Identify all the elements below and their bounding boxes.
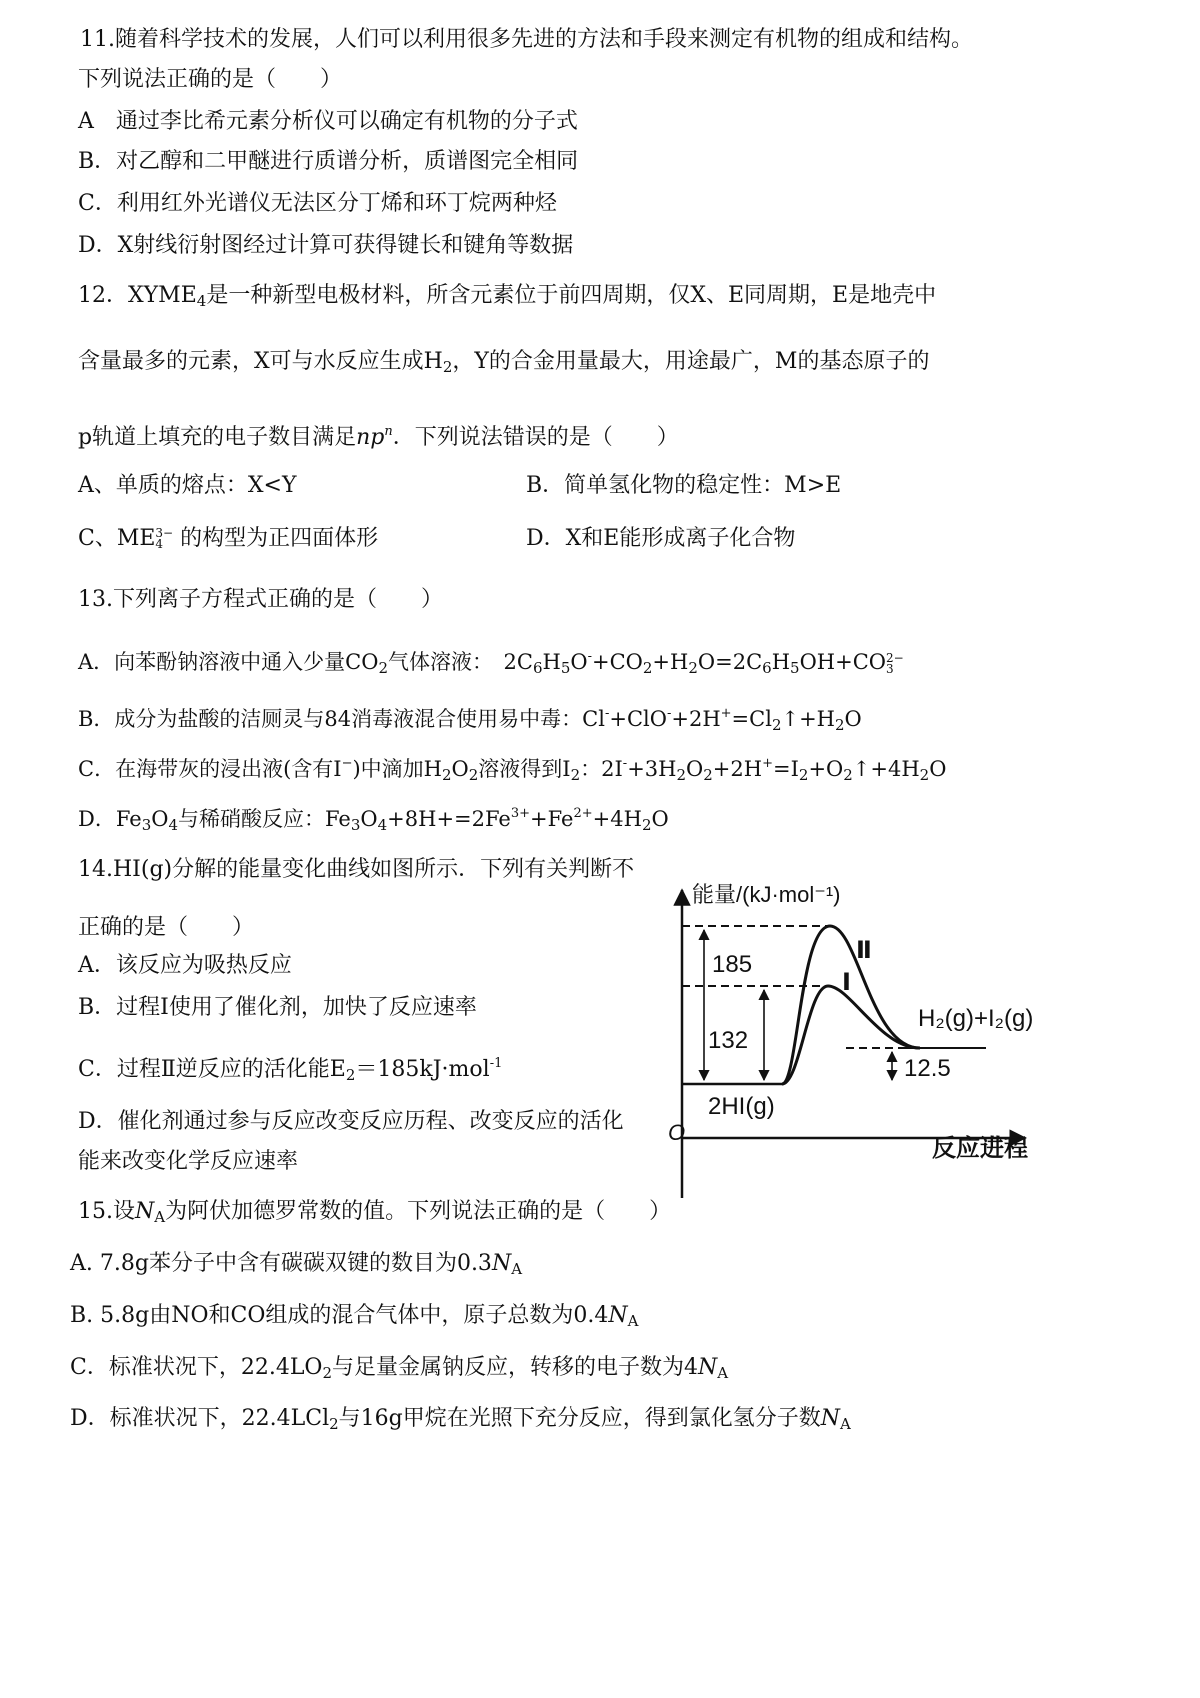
q13-b-t1: B．成分为盐酸的洁厕灵与84消毒液混合使用易中毒：Cl: [78, 707, 605, 731]
q13-d-t2: 3: [141, 816, 152, 834]
q14-c-t3: ＝185kJ·mol: [355, 1057, 490, 1082]
q15-stem: [78, 1198, 671, 1231]
q13-a-script: [885, 650, 904, 676]
q12-h2-sub: 2: [442, 358, 453, 376]
q13-d-t11: +Fe: [530, 807, 574, 831]
q15-stem-t1: 15.设: [78, 1199, 135, 1224]
q15-option-d: [70, 1405, 851, 1438]
q13-c-t2: −: [341, 756, 353, 771]
q12-option-c: [78, 525, 378, 553]
q12-option-c-text: 的构型为正四面体形: [180, 526, 379, 551]
label-12-5: 12.5: [904, 1055, 951, 1082]
q13-a-t4: 6: [532, 659, 543, 677]
q13-a-t11: +H: [652, 650, 689, 674]
q14-option-a: A．该反应为吸热反应: [78, 953, 292, 978]
q12-option-c-sup: 3−: [155, 526, 174, 540]
q11-option-b: B．对乙醇和二甲醚进行质谱分析，质谱图完全相同: [78, 149, 579, 174]
q14-option-d-line1: D．催化剂通过参与反应改变反应历程、改变反应的活化: [78, 1109, 624, 1134]
q11-stem-line2: 下列说法正确的是（ ）: [78, 67, 343, 92]
q13-a-t5: H: [542, 650, 561, 674]
label-product: H₂(g)+I₂(g): [918, 1005, 1034, 1032]
q13-c-t11: +3H: [627, 757, 677, 781]
q12-stem-text5: ．下列说法错误的是（ ）: [392, 425, 679, 450]
q12-option-a: A、单质的熔点：X<Y: [78, 473, 297, 498]
q13-b-t10: 2: [835, 716, 845, 734]
q13-a-t9: +CO: [591, 650, 643, 674]
q13-a-t7: O: [570, 650, 588, 674]
q13-a-t15: H: [771, 650, 791, 674]
q13-b-t6: +: [720, 706, 732, 721]
q13-a-t2: 2: [378, 659, 388, 677]
q12-npn-sup: n: [384, 424, 393, 439]
q13-b-t7: =Cl: [731, 707, 772, 731]
q13-c-t1: C．在海带灰的浸出液(含有I: [78, 757, 342, 781]
q13-d-t5: 与稀硝酸反应：Fe: [178, 807, 351, 831]
q13-option-c: [78, 750, 946, 789]
q14-stem-line2: 正确的是（ ）: [78, 915, 255, 940]
q13-a-t6: 5: [560, 659, 571, 677]
q12-option-c-script: [155, 528, 173, 550]
q12-stem-line1: [78, 282, 936, 315]
q13-d-t15: O: [651, 807, 669, 831]
q11-option-d: D．X射线衍射图经过计算可获得键长和键角等数据: [78, 233, 574, 258]
q15-c-t3: 与足量金属钠反应，转移的电子数为4: [332, 1355, 699, 1380]
q12-option-c-sub: 4: [155, 537, 164, 551]
q12-stem-text4: p轨道上填充的电子数目满足: [78, 425, 357, 450]
q14-option-d-line2: 能来改变化学反应速率: [78, 1149, 299, 1174]
label-curve-i: Ⅰ: [842, 969, 851, 996]
q12-formula-sub: 4: [196, 292, 207, 310]
q13-d-t10: 3+: [510, 806, 531, 821]
q15-option-b: [70, 1302, 638, 1335]
q13-c-t22: 2: [919, 766, 930, 784]
q11-option-c: C．利用红外光谱仪无法区分丁烯和环丁烷两种烃: [78, 191, 557, 216]
q13-a-t14: 6: [762, 659, 772, 677]
q12-formula: 12．XYME: [78, 283, 197, 308]
q13-b-t3: +ClO: [609, 707, 667, 731]
q12-stem-text2: 含量最多的元素，X可与水反应生成H: [78, 349, 443, 374]
q13-a-t17: OH+CO: [799, 650, 886, 674]
q13-c-t20: 2: [843, 766, 853, 784]
energy-diagram: [668, 878, 1140, 1268]
q13-c-t23: O: [929, 757, 947, 781]
q15-stem-t2: N: [135, 1199, 155, 1224]
q13-a-t18: 2−: [885, 650, 904, 665]
q13-d-t3: O: [151, 807, 169, 831]
q15-b-t3: A: [627, 1312, 639, 1330]
q13-c-t5: O: [451, 757, 469, 781]
q15-d-t2: 2: [329, 1415, 339, 1433]
q13-d-t7: O: [360, 807, 378, 831]
q15-d-t3: 与16g甲烷在光照下充分反应，得到氯化氢分子数: [338, 1406, 821, 1431]
x-axis-label: 反应进程: [932, 1135, 1028, 1162]
q12-stem-line2: [78, 348, 929, 381]
q13-c-t6: 2: [468, 766, 479, 784]
q12-npn: np: [356, 425, 385, 450]
q13-c-t18: 2: [798, 766, 809, 784]
q13-a-t16: 5: [790, 659, 800, 677]
q14-stem-line1: 14.HI(g)分解的能量变化曲线如图所示．下列有关判断不: [78, 857, 635, 882]
q12-stem-line3: [78, 418, 679, 452]
q15-c-t5: A: [717, 1364, 729, 1382]
q13-b-t4: -: [666, 706, 672, 721]
q13-d-t1: D．Fe: [78, 807, 142, 831]
q13-d-t4: 4: [168, 816, 178, 834]
q14-c-t2: 2: [345, 1066, 356, 1084]
q12-option-c-label: C、ME: [78, 526, 156, 551]
q13-c-t17: =I: [772, 757, 799, 781]
q13-b-t9: ↑+H: [781, 707, 835, 731]
q13-option-b: [78, 700, 862, 739]
curve-ii: [782, 926, 920, 1084]
q13-c-t10: -: [622, 756, 628, 771]
q13-c-t13: O: [686, 757, 704, 781]
q13-c-t19: +O: [808, 757, 844, 781]
q15-d-t1: D．标准状况下，22.4LCl: [70, 1406, 330, 1431]
q13-b-t2: -: [604, 706, 610, 721]
q11-option-a: A 通过李比希元素分析仪可以确定有机物的分子式: [78, 109, 578, 134]
q13-d-t13: +4H: [592, 807, 642, 831]
q12-option-b: B．简单氢化物的稳定性：M>E: [526, 473, 842, 498]
q15-c-t2: 2: [322, 1364, 333, 1382]
q13-c-t7: 溶液得到I: [478, 757, 571, 781]
q13-a-t3: 气体溶液： 2C: [388, 650, 533, 674]
q13-a-t12: 2: [688, 659, 698, 677]
q13-a-t1: A．向苯酚钠溶液中通入少量CO: [78, 650, 379, 674]
q13-stem: 13.下列离子方程式正确的是（ ）: [78, 587, 443, 612]
q13-option-d: [78, 800, 669, 839]
q14-c-t1: C．过程Ⅱ逆反应的活化能E: [78, 1057, 346, 1082]
q13-a-t8: -: [587, 649, 592, 664]
q15-stem-t3: A: [154, 1208, 166, 1226]
q15-d-t4: N: [820, 1406, 840, 1431]
q13-b-t11: O: [844, 707, 862, 731]
q15-option-a: [70, 1250, 522, 1283]
q13-b-t5: +2H: [671, 707, 721, 731]
q15-b-t1: B. 5.8g由NO和CO组成的混合气体中，原子总数为0.4: [70, 1303, 609, 1328]
label-curve-ii: Ⅱ: [856, 937, 872, 964]
q13-option-a: [78, 643, 904, 682]
q14-option-c: [78, 1050, 502, 1089]
q13-d-t6: 3: [350, 816, 361, 834]
q13-d-t14: 2: [641, 816, 652, 834]
label-132: 132: [708, 1027, 749, 1054]
q13-d-t12: 2+: [573, 806, 593, 821]
q15-stem-t4: 为阿伏加德罗常数的值。下列说法正确的是（ ）: [165, 1199, 672, 1224]
q12-option-d: D．X和E能形成离子化合物: [526, 526, 796, 551]
q14-option-b: B．过程Ⅰ使用了催化剂，加快了反应速率: [78, 995, 477, 1020]
q15-c-t4: N: [698, 1355, 718, 1380]
q13-c-t12: 2: [676, 766, 687, 784]
q13-a-t10: 2: [642, 659, 653, 677]
q14-c-t4: -1: [489, 1056, 503, 1071]
origin-label: O: [668, 1120, 686, 1145]
q13-b-t8: 2: [771, 716, 782, 734]
label-185: 185: [712, 951, 753, 978]
q13-a-t13: O=2C: [697, 650, 763, 674]
label-reactant: 2HI(g): [708, 1093, 775, 1120]
q13-c-t3: )中滴加H: [352, 757, 442, 781]
q13-c-t16: +: [762, 756, 773, 771]
q12-stem-text3: ，Y的合金用量最大，用途最广，M的基态原子的: [452, 349, 930, 374]
q13-a-t19: 3: [885, 661, 894, 676]
q15-d-t5: A: [840, 1415, 851, 1433]
q13-c-t4: 2: [441, 766, 452, 784]
q13-c-t15: +2H: [712, 757, 763, 781]
q13-d-t8: 4: [377, 816, 388, 834]
y-axis-label: 能量/(kJ·mol⁻¹): [692, 882, 841, 907]
q15-a-t1: A. 7.8g苯分子中含有碳碳双键的数目为0.3: [70, 1251, 492, 1276]
q13-c-t8: 2: [570, 766, 581, 784]
q15-c-t1: C．标准状况下，22.4LO: [70, 1355, 323, 1380]
q15-a-t3: A: [511, 1260, 523, 1278]
q15-a-t2: N: [491, 1251, 512, 1276]
q13-c-t9: ：2I: [580, 757, 623, 781]
q13-c-t21: ↑+4H: [852, 757, 920, 781]
q15-b-t2: N: [608, 1303, 628, 1328]
q13-c-t14: 2: [703, 766, 713, 784]
q15-option-c: [70, 1354, 728, 1387]
q13-d-t9: +8H+=2Fe: [387, 807, 511, 831]
q11-stem-line1: 11.随着科学技术的发展，人们可以利用很多先进的方法和手段来测定有机物的组成和结构。: [80, 27, 973, 52]
q12-stem-text1: 是一种新型电极材料，所含元素位于前四周期，仅X、E同周期，E是地壳中: [206, 283, 937, 308]
